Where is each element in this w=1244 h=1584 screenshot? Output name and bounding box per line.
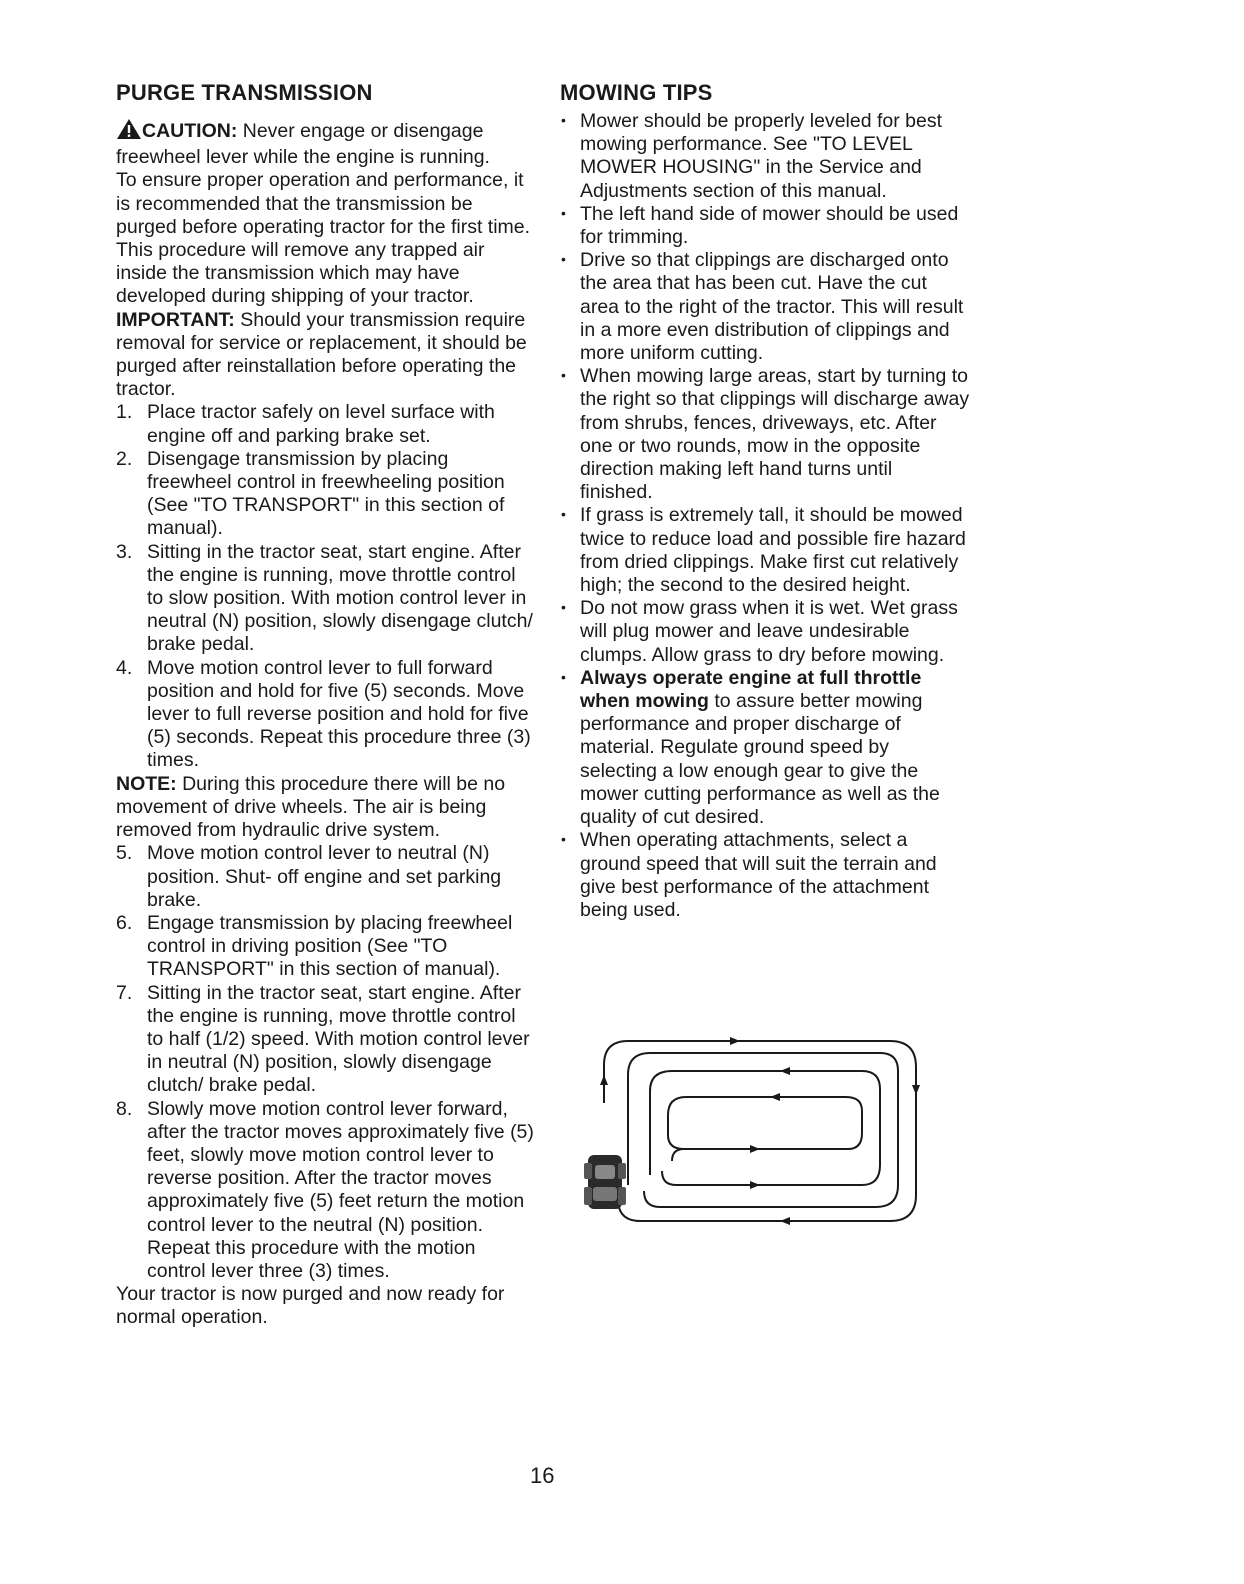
closing-paragraph: Your tractor is now purged and now ready for normal operation. <box>116 1283 505 1329</box>
note-paragraph <box>116 773 536 843</box>
intro-paragraph: To ensure proper operation and performance, it is recommended that the transmission be purged before operating tractor for the first time. This procedure will remove any trapped air inside the transmission which may have developed during shipping of your tractor. <box>116 169 531 308</box>
direction-arrow <box>780 1217 790 1225</box>
tip-text: Mower should be properly leveled for best mowing performance. See "TO LEVEL MOWER HOUSING" in the Service and Adjustments section of this manual. <box>580 110 943 202</box>
page-number: 16 <box>530 1463 555 1488</box>
step-text: Place tractor safely on level surface with engine off and parking brake set. <box>147 401 495 447</box>
step-text: Move motion control lever to full forward position and hold for five (5) seconds. Move lever to full reverse position and hold for five (5) seconds. Repeat this procedure three (3) times. <box>147 656 531 772</box>
step-number: 8. <box>116 1097 133 1120</box>
step-item <box>116 1098 536 1284</box>
bullet-icon: • <box>561 251 566 268</box>
important-text: Should your transmission require removal for service or replacement, it should be purged after reinstallation before operating the tractor. <box>116 308 527 401</box>
note-text: During this procedure there will be no movement of drive wheels. The air is being removed from hydraulic drive system. <box>116 772 506 842</box>
step-item <box>116 982 536 1098</box>
tip-item <box>560 110 970 203</box>
steps-list-a <box>116 401 536 772</box>
step-text: Move motion control lever to neutral (N) position. Shut- off engine and set parking brake. <box>147 842 502 911</box>
tip-item <box>560 365 970 504</box>
caution-paragraph <box>116 118 536 169</box>
bullet-icon: • <box>561 367 566 384</box>
step-text: Sitting in the tractor seat, start engine. After the engine is running, move throttle control to half (1/2) speed. With motion control lever in neutral (N) position, slowly disengage clutch/ brake pedal. <box>147 981 530 1097</box>
important-label: IMPORTANT: <box>116 308 235 331</box>
tip-item <box>560 667 970 829</box>
tip-item <box>560 249 970 365</box>
mowing-path-inner <box>668 1097 862 1161</box>
bullet-icon: • <box>561 831 566 848</box>
tip-text: If grass is extremely tall, it should be mowed twice to reduce load and possible fire hazard from dried clippings. Make first cut relatively high; the second to the desired height. <box>580 504 966 597</box>
step-number: 6. <box>116 911 133 934</box>
bullet-icon: • <box>561 668 566 685</box>
step-item <box>116 541 536 657</box>
step-item <box>116 448 536 541</box>
tips-list <box>560 110 970 922</box>
section-heading-mowing-tips: MOWING TIPS <box>560 80 713 105</box>
tip-item <box>560 504 970 597</box>
direction-arrow <box>750 1145 760 1153</box>
step-text: Sitting in the tractor seat, start engine. After the engine is running, move throttle control to slow position. With motion control lever in neutral (N) position, slowly disengage clutch/ brake pedal. <box>147 540 533 656</box>
step-item <box>116 842 536 912</box>
direction-arrow <box>770 1093 780 1101</box>
direction-arrow <box>750 1181 760 1189</box>
bullet-icon: • <box>561 204 566 221</box>
section-heading-purge: PURGE TRANSMISSION <box>116 80 373 105</box>
direction-arrow <box>780 1067 790 1075</box>
tip-item <box>560 203 970 249</box>
step-number: 2. <box>116 447 133 470</box>
direction-arrow <box>912 1085 920 1095</box>
caution-text: Never engage or disengage freewheel lever while the engine is running. <box>116 120 490 169</box>
tip-item <box>560 597 970 667</box>
tractor-icon <box>584 1155 626 1209</box>
caution-label: CAUTION: <box>142 120 238 142</box>
direction-arrow <box>730 1037 740 1045</box>
tip-text: Drive so that clippings are discharged onto the area that has been cut. Have the cut area to the right of the tractor. This will result in a more even distribution of clippings and more uniform cutting. <box>580 249 964 365</box>
note-label: NOTE: <box>116 772 177 795</box>
step-text: Engage transmission by placing freewheel control in driving position (See "TO TRANSPORT" in this section of manual). <box>147 911 513 981</box>
bullet-icon: • <box>561 599 566 616</box>
tip-text: When operating attachments, select a ground speed that will suit the terrain and give best performance of the attachment being used. <box>580 829 937 921</box>
step-text: Slowly move motion control lever forward, after the tractor moves approximately five (5) feet, slowly move motion control lever to reverse position. After the tractor moves approximately five (5) feet return the motion control lever to the neutral (N) position. Repeat this procedure with the motion control lever three (3) times. <box>147 1097 534 1282</box>
warning-triangle-icon <box>116 118 142 146</box>
tip-bold-text: Always operate engine at full throttle when mowing <box>580 666 922 713</box>
step-item <box>116 912 536 982</box>
step-number: 4. <box>116 656 133 679</box>
mowing-pattern-diagram <box>580 1035 925 1240</box>
step-number: 5. <box>116 842 133 865</box>
step-item <box>116 657 536 773</box>
tip-text: The left hand side of mower should be used for trimming. <box>580 202 959 249</box>
step-number: 1. <box>116 401 133 424</box>
tip-item <box>560 829 970 922</box>
mowing-tips-section <box>560 80 970 922</box>
bullet-icon: • <box>561 506 566 523</box>
step-item <box>116 401 536 447</box>
tip-text: When mowing large areas, start by turning to the right so that clippings will discharge away from shrubs, fences, driveways, etc. After one or two rounds, mow in the opposite direction making left hand turns until finished. <box>580 365 970 504</box>
step-number: 3. <box>116 540 133 563</box>
step-text: Disengage transmission by placing freewheel control in freewheeling position (See "TO TRANSPORT" in this section of manual). <box>147 447 505 540</box>
steps-list-b <box>116 842 536 1283</box>
purge-transmission-section <box>116 80 536 1330</box>
step-number: 7. <box>116 981 133 1004</box>
bullet-icon: • <box>561 112 566 128</box>
important-paragraph <box>116 309 536 402</box>
tip-text: Do not mow grass when it is wet. Wet grass will plug mower and leave undesirable clumps. Allow grass to dry before mowing. <box>580 597 958 666</box>
tip-text: to assure better mowing performance and proper discharge of material. Regulate ground speed by selecting a low enough gear to give the mower cutting performance as well as the quality of cut desired. <box>580 690 940 829</box>
mowing-path-third <box>650 1071 880 1185</box>
direction-arrow <box>600 1075 608 1085</box>
